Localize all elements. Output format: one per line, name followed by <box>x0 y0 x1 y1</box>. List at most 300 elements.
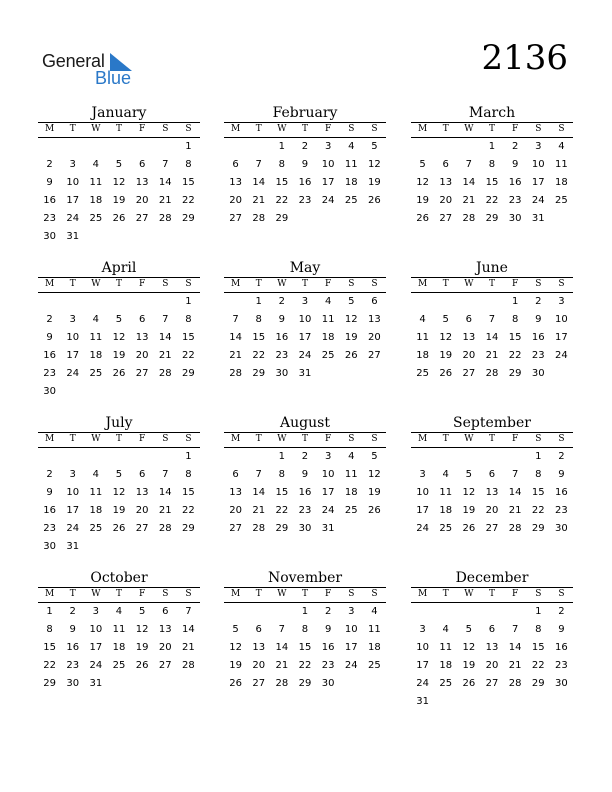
weekday-header: T <box>255 279 262 289</box>
weekday-header: W <box>277 434 287 444</box>
day-cell: 28 <box>462 213 476 224</box>
day-cell: 16 <box>43 350 56 361</box>
weekday-header: M <box>417 279 428 289</box>
day-cell: 13 <box>229 487 242 498</box>
week-row <box>224 293 386 311</box>
weekday-header: F <box>139 434 146 444</box>
week-row <box>411 639 573 657</box>
logo-general-text: General <box>42 51 105 71</box>
day-cell: 30 <box>275 368 289 379</box>
week-row <box>224 347 386 365</box>
day-cell <box>177 538 200 556</box>
weekday-header-row <box>224 432 386 448</box>
day-cell: 8 <box>278 469 286 480</box>
day-cell: 7 <box>511 469 519 480</box>
day-cell: 19 <box>439 350 453 361</box>
day-cell: 7 <box>511 624 519 635</box>
day-cell: 16 <box>321 642 335 653</box>
day-cell <box>177 675 200 693</box>
day-cell: 15 <box>182 332 195 343</box>
week-row <box>411 347 573 365</box>
day-cell: 24 <box>66 213 80 224</box>
day-cell: 2 <box>46 159 53 170</box>
day-cell: 21 <box>158 505 172 516</box>
day-cell: 17 <box>89 642 103 653</box>
weekday-header: T <box>301 589 308 599</box>
day-cell: 16 <box>43 505 56 516</box>
day-cell <box>247 603 270 621</box>
day-cell <box>131 293 154 311</box>
day-cell <box>434 693 457 711</box>
day-cell: 16 <box>555 642 568 653</box>
day-cell: 22 <box>275 505 289 516</box>
day-cell: 11 <box>89 177 103 188</box>
day-cell <box>527 693 550 711</box>
weekday-header-row <box>38 587 200 603</box>
day-cell: 22 <box>485 195 499 206</box>
day-cell: 29 <box>275 523 289 534</box>
day-cell: 19 <box>368 177 381 188</box>
day-cell: 14 <box>275 642 289 653</box>
day-cell: 2 <box>69 606 76 617</box>
day-cell: 13 <box>485 487 499 498</box>
day-cell: 30 <box>531 368 545 379</box>
day-cell: 5 <box>348 296 355 307</box>
day-cell: 3 <box>69 314 76 325</box>
week-row <box>224 520 386 538</box>
week-row <box>411 675 573 693</box>
day-cell: 10 <box>89 624 103 635</box>
day-cell: 20 <box>135 505 149 516</box>
weekday-header: S <box>162 434 169 444</box>
day-cell <box>411 603 434 621</box>
day-cell: 7 <box>185 606 192 617</box>
week-row <box>411 621 573 639</box>
day-cell: 3 <box>69 159 76 170</box>
week-row <box>411 210 573 228</box>
day-cell: 9 <box>46 332 53 343</box>
week-row <box>224 311 386 329</box>
week-row <box>411 484 573 502</box>
day-cell <box>550 693 573 711</box>
week-row <box>411 293 573 311</box>
weekday-header: T <box>255 434 262 444</box>
week-row <box>38 192 200 210</box>
day-cell: 24 <box>89 660 103 671</box>
weekday-header: T <box>69 589 76 599</box>
month-june <box>411 259 573 383</box>
day-cell: 14 <box>485 332 499 343</box>
day-cell: 30 <box>66 678 80 689</box>
day-cell: 24 <box>416 678 429 689</box>
day-cell: 8 <box>185 159 192 170</box>
day-cell <box>154 448 177 466</box>
day-cell: 20 <box>229 505 242 516</box>
day-cell: 30 <box>321 678 335 689</box>
weekday-header-row <box>411 587 573 603</box>
month-title: June <box>476 260 508 276</box>
day-cell: 21 <box>252 195 266 206</box>
day-cell: 3 <box>348 606 355 617</box>
month-title: November <box>267 570 343 586</box>
day-cell: 31 <box>321 523 335 534</box>
day-cell <box>107 293 130 311</box>
day-cell: 18 <box>321 332 335 343</box>
day-cell <box>247 448 270 466</box>
day-cell: 18 <box>112 642 126 653</box>
day-cell: 7 <box>278 624 286 635</box>
week-row <box>411 466 573 484</box>
day-cell: 27 <box>252 678 266 689</box>
day-cell: 23 <box>43 368 56 379</box>
day-cell: 20 <box>158 642 172 653</box>
week-row <box>224 448 386 466</box>
day-cell: 17 <box>321 487 335 498</box>
day-cell: 22 <box>182 350 195 361</box>
day-cell <box>154 538 177 556</box>
day-cell <box>131 228 154 246</box>
day-cell: 31 <box>89 678 103 689</box>
day-cell: 12 <box>439 332 453 343</box>
day-cell: 9 <box>324 624 332 635</box>
day-cell: 6 <box>488 469 496 480</box>
weekday-header: F <box>139 279 146 289</box>
day-cell <box>504 693 527 711</box>
weekday-header: S <box>348 589 355 599</box>
day-cell: 1 <box>185 451 192 462</box>
month-april <box>38 259 200 401</box>
day-cell: 2 <box>535 296 542 307</box>
weekday-header: S <box>558 279 565 289</box>
day-cell: 1 <box>301 606 309 617</box>
day-cell: 18 <box>344 487 358 498</box>
day-cell: 15 <box>43 642 56 653</box>
day-cell: 28 <box>158 523 172 534</box>
weekday-header: T <box>488 279 495 289</box>
day-cell: 21 <box>229 350 242 361</box>
day-cell: 11 <box>344 159 358 170</box>
day-cell: 13 <box>135 177 149 188</box>
week-row <box>38 448 200 466</box>
day-cell: 8 <box>46 624 53 635</box>
week-row <box>38 484 200 502</box>
weekday-header: M <box>230 279 241 289</box>
day-cell: 13 <box>229 177 242 188</box>
day-cell: 2 <box>46 314 53 325</box>
day-cell: 6 <box>138 314 146 325</box>
day-cell: 23 <box>298 195 312 206</box>
day-cell <box>224 603 247 621</box>
weekday-header: T <box>442 279 449 289</box>
day-cell: 30 <box>555 523 568 534</box>
day-cell: 5 <box>419 159 426 170</box>
day-cell: 2 <box>324 606 332 617</box>
week-row <box>38 621 200 639</box>
day-cell: 23 <box>508 195 522 206</box>
day-cell <box>154 383 177 401</box>
day-cell: 9 <box>46 487 53 498</box>
day-cell: 1 <box>535 606 542 617</box>
day-cell <box>363 675 386 693</box>
day-cell: 24 <box>298 350 312 361</box>
day-cell: 20 <box>485 505 499 516</box>
day-cell: 13 <box>439 177 453 188</box>
weekday-header: M <box>417 589 428 599</box>
day-cell: 8 <box>535 469 542 480</box>
day-cell: 31 <box>298 368 312 379</box>
week-row <box>224 174 386 192</box>
day-cell: 15 <box>298 642 312 653</box>
week-row <box>38 311 200 329</box>
day-cell: 9 <box>511 159 519 170</box>
month-march <box>411 104 573 228</box>
day-cell: 9 <box>301 159 309 170</box>
day-cell: 24 <box>416 523 429 534</box>
weekday-header: F <box>139 124 146 134</box>
day-cell: 20 <box>229 195 242 206</box>
day-cell: 14 <box>158 332 172 343</box>
weekday-header: S <box>371 589 378 599</box>
day-cell <box>61 383 84 401</box>
week-row <box>224 621 386 639</box>
day-cell: 31 <box>416 696 429 707</box>
day-cell <box>363 210 386 228</box>
day-cell: 27 <box>135 368 149 379</box>
day-cell: 26 <box>416 213 429 224</box>
day-cell <box>84 383 107 401</box>
day-cell: 17 <box>531 177 545 188</box>
day-cell: 10 <box>321 159 335 170</box>
day-cell: 26 <box>462 523 476 534</box>
day-cell: 12 <box>462 642 476 653</box>
week-row <box>224 466 386 484</box>
week-row <box>411 138 573 156</box>
weekday-header: T <box>442 124 449 134</box>
weekday-header: S <box>162 279 169 289</box>
day-cell: 4 <box>324 296 332 307</box>
day-cell: 14 <box>182 624 195 635</box>
month-may <box>224 259 386 383</box>
week-row <box>411 192 573 210</box>
day-cell: 9 <box>301 469 309 480</box>
day-cell <box>293 210 316 228</box>
weekday-header: T <box>69 434 76 444</box>
day-cell: 22 <box>275 195 289 206</box>
day-cell: 14 <box>252 487 266 498</box>
day-cell: 21 <box>275 660 289 671</box>
day-cell: 27 <box>229 213 242 224</box>
day-cell: 24 <box>555 350 568 361</box>
day-cell: 30 <box>43 386 56 397</box>
weekday-header: S <box>162 589 169 599</box>
day-cell: 4 <box>348 141 355 152</box>
weekday-header: S <box>535 434 542 444</box>
day-cell: 28 <box>158 213 172 224</box>
day-cell: 23 <box>555 505 568 516</box>
day-cell: 20 <box>135 350 149 361</box>
day-cell: 26 <box>112 213 126 224</box>
weekday-header: S <box>558 124 565 134</box>
logo <box>42 50 142 90</box>
day-cell: 24 <box>66 523 80 534</box>
day-cell: 27 <box>462 368 476 379</box>
day-cell: 3 <box>301 296 309 307</box>
weekday-header: M <box>417 434 428 444</box>
day-cell: 10 <box>66 487 80 498</box>
day-cell: 28 <box>252 213 266 224</box>
day-cell: 23 <box>43 523 56 534</box>
day-cell: 18 <box>89 195 103 206</box>
day-cell: 2 <box>558 451 565 462</box>
day-cell <box>480 603 503 621</box>
weekday-header: M <box>44 589 55 599</box>
day-cell: 22 <box>531 660 545 671</box>
day-cell: 6 <box>138 469 146 480</box>
day-cell: 6 <box>371 296 378 307</box>
day-cell: 6 <box>162 606 169 617</box>
day-cell: 2 <box>278 296 286 307</box>
day-cell: 28 <box>229 368 242 379</box>
day-cell: 19 <box>462 660 476 671</box>
day-cell: 17 <box>321 177 335 188</box>
day-cell: 3 <box>419 624 426 635</box>
month-title: August <box>280 415 330 431</box>
day-cell: 11 <box>321 314 335 325</box>
day-cell <box>84 138 107 156</box>
day-cell: 26 <box>135 660 149 671</box>
day-cell: 21 <box>158 195 172 206</box>
day-cell: 15 <box>182 487 195 498</box>
weekday-header-row <box>411 432 573 448</box>
day-cell: 5 <box>371 141 378 152</box>
day-cell: 7 <box>255 469 262 480</box>
week-row <box>38 466 200 484</box>
day-cell: 29 <box>182 213 195 224</box>
weekday-header: M <box>230 589 241 599</box>
month-november <box>224 569 386 693</box>
day-cell: 21 <box>462 195 476 206</box>
day-cell: 25 <box>439 523 453 534</box>
day-cell: 13 <box>462 332 476 343</box>
day-cell: 6 <box>232 469 239 480</box>
weekday-header: S <box>371 434 378 444</box>
day-cell <box>434 293 457 311</box>
day-cell: 28 <box>182 660 195 671</box>
week-row <box>411 448 573 466</box>
month-title: July <box>105 415 133 431</box>
day-cell: 17 <box>66 195 80 206</box>
day-cell: 1 <box>535 451 542 462</box>
day-cell: 29 <box>43 678 56 689</box>
day-cell <box>550 210 573 228</box>
weekday-header: T <box>115 434 122 444</box>
weekday-header-row <box>38 432 200 448</box>
day-cell: 9 <box>46 177 53 188</box>
day-cell: 27 <box>485 678 499 689</box>
day-cell <box>504 603 527 621</box>
day-cell: 19 <box>112 505 126 516</box>
week-row <box>224 502 386 520</box>
weekday-header: T <box>301 434 308 444</box>
day-cell: 30 <box>555 678 568 689</box>
day-cell: 21 <box>485 350 499 361</box>
day-cell <box>270 603 293 621</box>
weekday-header: F <box>512 589 519 599</box>
day-cell <box>247 138 270 156</box>
day-cell: 9 <box>535 314 542 325</box>
day-cell: 19 <box>462 505 476 516</box>
week-row <box>224 365 386 383</box>
day-cell: 16 <box>298 177 312 188</box>
weekday-header: F <box>512 124 519 134</box>
day-cell <box>61 448 84 466</box>
day-cell: 30 <box>43 231 56 242</box>
month-title: April <box>101 260 137 276</box>
day-cell: 23 <box>321 660 335 671</box>
day-cell: 6 <box>442 159 449 170</box>
day-cell <box>107 383 130 401</box>
day-cell: 6 <box>488 624 496 635</box>
day-cell <box>480 448 503 466</box>
day-cell: 2 <box>46 469 53 480</box>
week-row <box>38 138 200 156</box>
day-cell: 17 <box>416 505 429 516</box>
day-cell: 15 <box>182 177 195 188</box>
day-cell: 28 <box>275 678 289 689</box>
weekday-header: W <box>464 279 474 289</box>
day-cell: 29 <box>531 523 545 534</box>
day-cell: 5 <box>115 159 123 170</box>
week-row <box>38 675 200 693</box>
day-cell: 1 <box>185 141 192 152</box>
day-cell <box>411 138 434 156</box>
day-cell: 31 <box>66 231 80 242</box>
weekday-header-row <box>224 277 386 293</box>
day-cell <box>340 520 363 538</box>
day-cell: 15 <box>275 487 289 498</box>
day-cell: 15 <box>252 332 266 343</box>
month-august <box>224 414 386 538</box>
day-cell: 17 <box>66 350 80 361</box>
day-cell: 11 <box>555 159 568 170</box>
week-row <box>224 675 386 693</box>
day-cell: 4 <box>92 159 100 170</box>
day-cell <box>457 693 480 711</box>
day-cell: 19 <box>229 660 242 671</box>
weekday-header: F <box>325 124 332 134</box>
day-cell: 29 <box>298 678 312 689</box>
day-cell: 18 <box>439 505 453 516</box>
day-cell: 24 <box>344 660 358 671</box>
day-cell: 22 <box>531 505 545 516</box>
day-cell: 11 <box>368 624 381 635</box>
day-cell: 7 <box>488 314 496 325</box>
week-row <box>224 156 386 174</box>
week-row <box>224 210 386 228</box>
day-cell: 29 <box>508 368 522 379</box>
day-cell: 14 <box>158 487 172 498</box>
day-cell: 22 <box>182 505 195 516</box>
weekday-header: T <box>442 434 449 444</box>
day-cell: 4 <box>115 606 123 617</box>
weekday-header: F <box>512 434 519 444</box>
day-cell: 13 <box>158 624 172 635</box>
day-cell <box>38 293 61 311</box>
day-cell: 10 <box>298 314 312 325</box>
day-cell: 25 <box>89 213 103 224</box>
day-cell <box>61 138 84 156</box>
day-cell: 19 <box>112 350 126 361</box>
